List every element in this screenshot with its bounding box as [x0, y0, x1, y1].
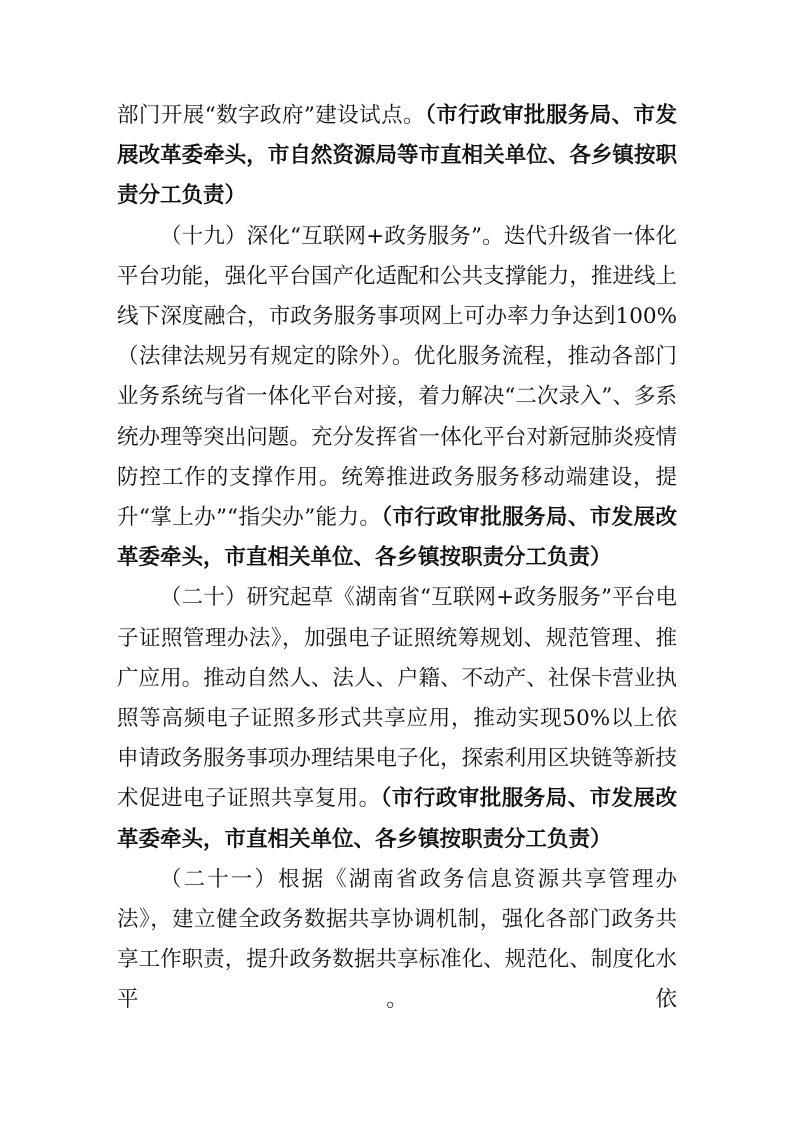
paragraph-21-text: （二十一）根据《湖南省政务信息资源共享管理办法》，建立健全政务数据共享协调机制，强化各部门政务共享工作职责，提升政务数据共享标准化、规范化、制度化水平。依 — [117, 866, 677, 1013]
paragraph-19-text: （十九）深化“互联网+政务服务”。迭代升级省一体化平台功能，强化平台国产化适配和公共支撑能力，推进线上线下深度融合，市政务服务事项网上可办率力争达到100%（法律法规另有规定的除外）。优化服务流程，推动各部门业务系统与省一体化平台对接，着力解决“二次录入”、多系统办理等突出问题。充分发挥省一体化平台对新冠肺炎疫情防控工作的支撑作用。统筹推进政务服务移动端建设，提升“掌上办”“指尖办”能力。 — [117, 223, 677, 531]
paragraph-20 — [117, 578, 677, 859]
paragraph-20-responsibility: （市行政审批服务局、市发展改革委牵头，市直相关单位、各乡镇按职责分工负责） — [117, 786, 677, 852]
paragraph-21 — [117, 860, 677, 1021]
paragraph-1-responsibility: （市行政审批服务局、市发展改革委牵头，市自然资源局等市直相关单位、各乡镇按职责分工负责） — [117, 103, 677, 209]
document-body — [117, 96, 677, 1021]
paragraph-1 — [117, 96, 677, 217]
paragraph-1-text: 部门开展“数字政府”建设试点。 — [117, 103, 425, 128]
paragraph-20-text: （二十）研究起草《湖南省“互联网+政务服务”平台电子证照管理办法》，加强电子证照统筹规划、规范管理、推广应用。推动自然人、法人、户籍、不动产、社保卡营业执照等高频电子证照多形式共享应用，推动实现50%以上依申请政务服务事项办理结果电子化，探索利用区块链等新技术促进电子证照共享复用。 — [117, 585, 677, 812]
paragraph-19 — [117, 217, 677, 579]
paragraph-19-responsibility: （市行政审批服务局、市发展改革委牵头，市直相关单位、各乡镇按职责分工负责） — [117, 505, 677, 571]
